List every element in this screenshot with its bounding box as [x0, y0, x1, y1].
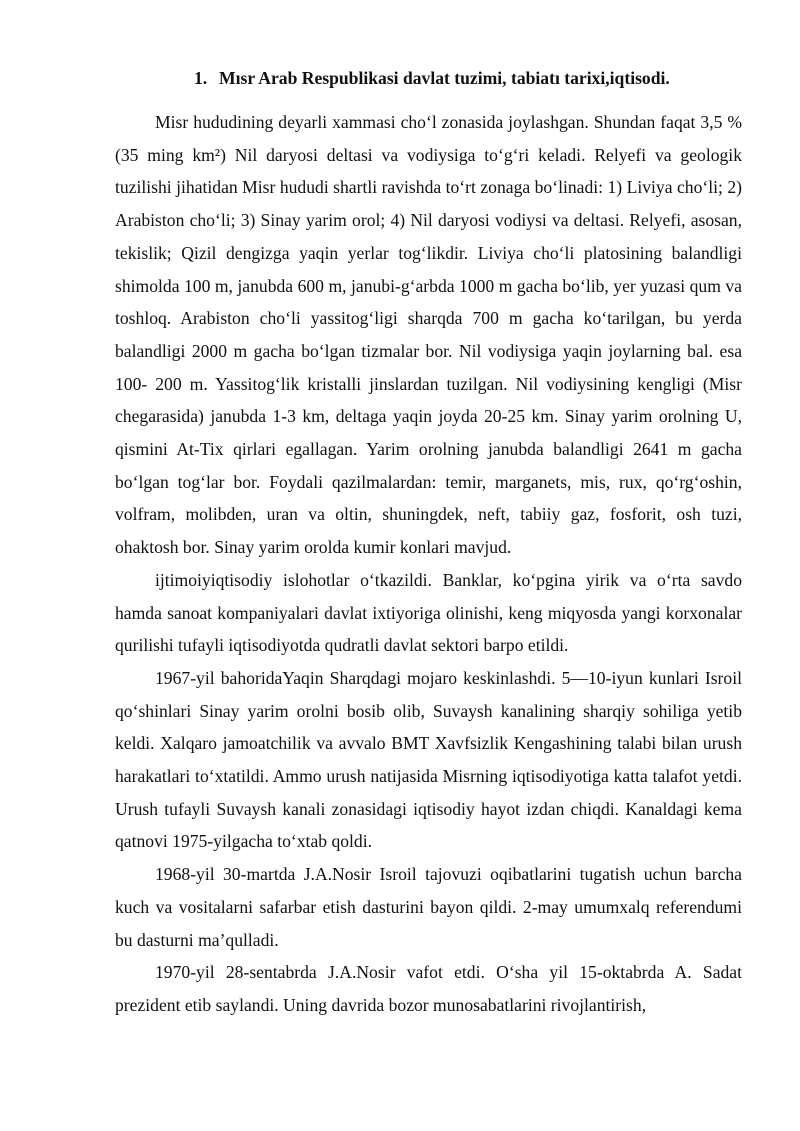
paragraph-geography: Misr hududining deyarli xammasi cho‘l zonasida joylashgan. Shundan faqat 3,5 % (35 ming km²) Nil daryosi deltasi va vodiysiga to‘g‘ri keladi. Relyefi va geologik tuzilishi jihatidan Misr hududi shartli ravishda to‘rt zonaga bo‘linadi: 1) Liviya cho‘li; 2) Arabiston cho‘li; 3) Sinay yarim orol; 4) Nil daryosi vodiysi va deltasi. Relyefi, asosan, tekislik; Qizil dengizga yaqin yerlar tog‘likdir. Liviya cho‘li platosining balandligi shimolda 100 m, janubda 600 m, janubi-g‘arbda 1000 m gacha bo‘lib, yer yuzasi qum va toshloq. Arabiston cho‘li yassitog‘ligi sharqda 700 m gacha ko‘tarilgan, bu yerda balandligi 2000 m gacha bo‘lgan tizmalar bor. Nil vodiysiga yaqin joylarning bal. esa 100- 200 m. Yassitog‘lik kristalli jinslardan tuzilgan. Nil vodiysining kengligi (Misr chegarasida) janubda 1-3 km, deltaga yaqin joyda 20-25 km. Sinay yarim orolning U, qismini At-Tix qirlari egallagan. Yarim orolning janubda balandligi 2641 m gacha bo‘lgan tog‘lar bor. Foydali qazilmalardan: temir, marganets, mis, rux, qo‘rg‘oshin, volfram, molibden, uran va oltin, shuningdek, neft, tabiiy gaz, fosforit, osh tuzi, ohaktosh bor. Sinay yarim orolda kumir konlari mavjud.: [115, 112, 742, 558]
paragraph-reforms: ijtimoiyiqtisodiy islohotlar o‘tkazildi. Banklar, ko‘pgina yirik va o‘rta savdo hamda sanoat kompaniyalari davlat ixtiyoriga olinishi, keng miqyosda yangi korxonalar qurilishi tufayli iqtisodiyotda qudratli davlat sektori barpo etildi.: [115, 569, 742, 656]
document-body: [115, 106, 742, 1022]
paragraph-1968-program: 1968-yil 30-martda J.A.Nosir Isroil tajovuzi oqibatlarini tugatish uchun barcha kuch va vositalarni safarbar etish dasturini bayon qildi. 2-may umumxalq referendumi bu dasturni ma’qulladi.: [115, 864, 742, 950]
section-number: 1.: [194, 68, 208, 88]
paragraph-1967-conflict: 1967-yil bahoridaYaqin Sharqdagi mojaro keskinlashdi. 5—10-iyun kunlari Isroil qo‘shinlari Sinay yarim orolni bosib olib, Suvaysh kanalining sharqiy sohiliga yetib keldi. Xalqaro jamoatchilik va avvalo BMT Xavfsizlik Kengashining talabi bilan urush harakatlari to‘xtatildi. Ammo urush natijasida Misrning iqtisodiyotiga katta talafot yetdi. Urush tufayli Suvaysh kanali zonasidagi iqtisodiy hayot izdan chiqdi. Kanaldagi kema qatnovi 1975-yilgacha to‘xtab qoldi.: [115, 667, 742, 852]
paragraph-1970-sadat: 1970-yil 28-sentabrda J.A.Nosir vafot etdi. O‘sha yil 15-oktabrda A. Sadat prezident etib saylandi. Uning davrida bozor munosabatlarini rivojlantirish,: [115, 962, 742, 1015]
section-title: Mısr Arab Respublikasi davlat tuzimi, tabiatı tarixi,iqtisodi.: [219, 68, 670, 88]
